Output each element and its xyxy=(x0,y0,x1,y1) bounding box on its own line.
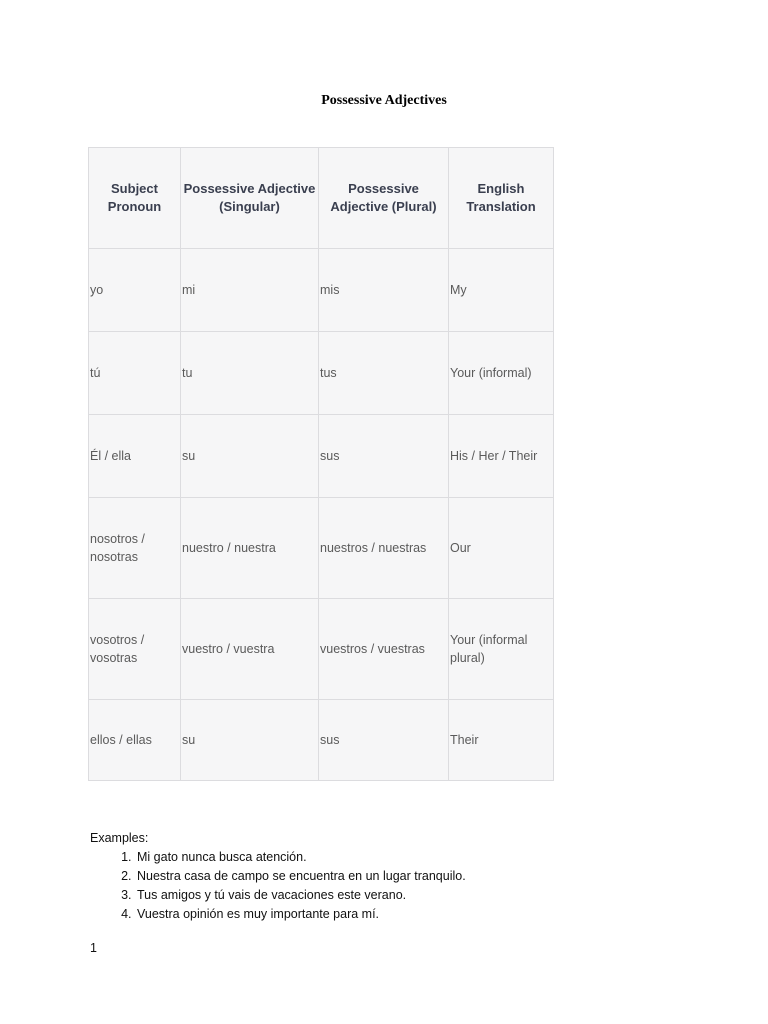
example-item: 2. Nuestra casa de campo se encuentra en un lugar tranquilo. xyxy=(135,867,466,886)
possessive-adjectives-table xyxy=(88,147,554,781)
cell-subject-pronoun: ellos / ellas xyxy=(89,700,181,781)
example-item: 1. Mi gato nunca busca atención. xyxy=(135,848,466,867)
cell-english-translation: Our xyxy=(449,498,554,599)
example-item: 3. Tus amigos y tú vais de vacaciones este verano. xyxy=(135,886,466,905)
table-row xyxy=(89,498,554,599)
cell-subject-pronoun: nosotros / nosotras xyxy=(89,498,181,599)
cell-subject-pronoun: tú xyxy=(89,332,181,415)
cell-possessive-singular: nuestro / nuestra xyxy=(181,498,319,599)
cell-english-translation: Your (informal) xyxy=(449,332,554,415)
examples-section xyxy=(90,829,466,924)
header-possessive-plural: Possessive Adjective (Plural) xyxy=(319,148,449,249)
document-title: Possessive Adjectives xyxy=(321,93,447,108)
table-row xyxy=(89,249,554,332)
cell-possessive-singular: vuestro / vuestra xyxy=(181,599,319,700)
example-item: 4. Vuestra opinión es muy importante para mí. xyxy=(135,905,466,924)
cell-possessive-plural: tus xyxy=(319,332,449,415)
cell-english-translation: My xyxy=(449,249,554,332)
cell-possessive-plural: mis xyxy=(319,249,449,332)
cell-possessive-singular: mi xyxy=(181,249,319,332)
header-subject-pronoun: Subject Pronoun xyxy=(89,148,181,249)
cell-subject-pronoun: yo xyxy=(89,249,181,332)
cell-possessive-singular: su xyxy=(181,700,319,781)
table-row xyxy=(89,332,554,415)
table-row xyxy=(89,599,554,700)
cell-english-translation: His / Her / Their xyxy=(449,415,554,498)
cell-subject-pronoun: vosotros / vosotras xyxy=(89,599,181,700)
cell-possessive-plural: nuestros / nuestras xyxy=(319,498,449,599)
table-header-row xyxy=(89,148,554,249)
cell-possessive-plural: sus xyxy=(319,700,449,781)
header-english-translation: English Translation xyxy=(449,148,554,249)
examples-heading: Examples: xyxy=(90,831,149,845)
page-number: 1 xyxy=(90,941,97,955)
table-row xyxy=(89,700,554,781)
examples-list xyxy=(90,848,466,924)
table-row xyxy=(89,415,554,498)
cell-possessive-plural: vuestros / vuestras xyxy=(319,599,449,700)
cell-subject-pronoun: Él / ella xyxy=(89,415,181,498)
header-possessive-singular: Possessive Adjective (Singular) xyxy=(181,148,319,249)
cell-possessive-plural: sus xyxy=(319,415,449,498)
cell-english-translation: Your (informal plural) xyxy=(449,599,554,700)
cell-english-translation: Their xyxy=(449,700,554,781)
cell-possessive-singular: su xyxy=(181,415,319,498)
cell-possessive-singular: tu xyxy=(181,332,319,415)
